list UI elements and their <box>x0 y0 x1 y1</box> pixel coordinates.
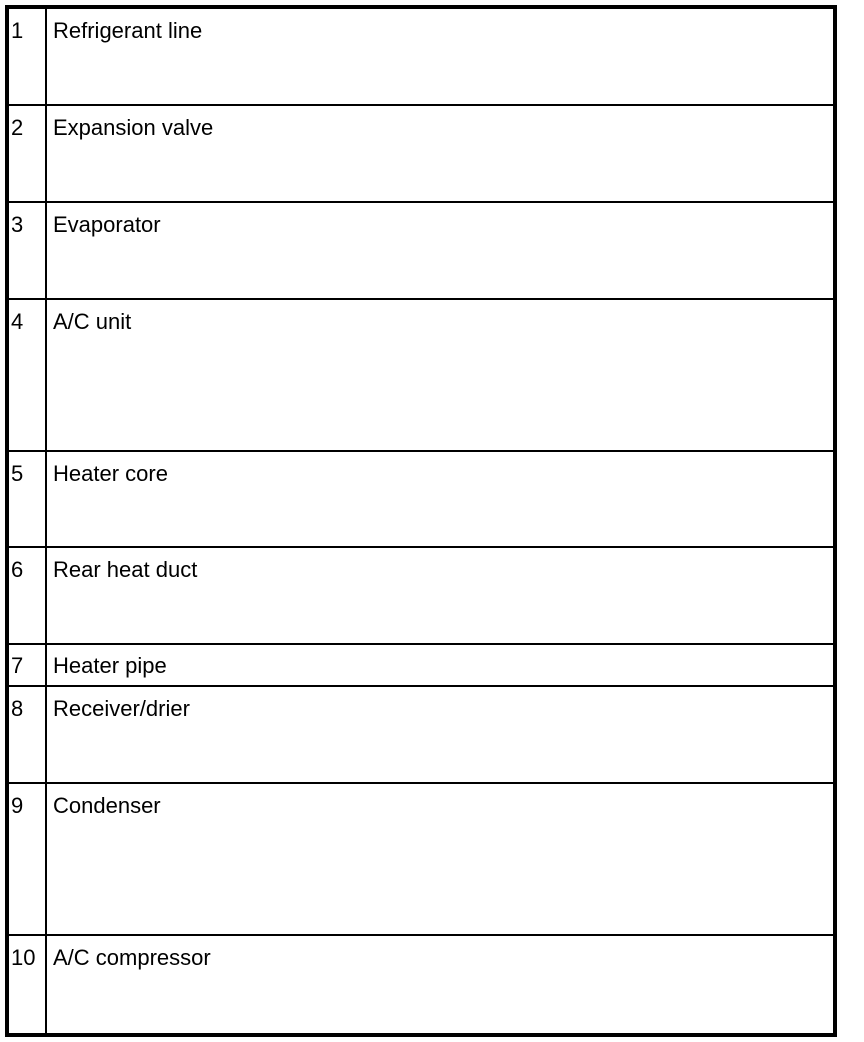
row-label: A/C compressor <box>53 945 211 971</box>
table-row <box>9 784 833 936</box>
table-row <box>9 300 833 452</box>
row-label: Evaporator <box>53 211 161 237</box>
row-number: 8 <box>9 687 47 782</box>
table-row <box>9 936 833 1033</box>
row-label: Heater pipe <box>53 653 167 679</box>
table-row <box>9 548 833 645</box>
row-label: A/C unit <box>53 308 132 334</box>
row-label: Refrigerant line <box>53 18 203 43</box>
table-row <box>9 645 833 687</box>
table-row <box>9 9 833 106</box>
row-label: Expansion valve <box>53 114 214 140</box>
row-number: 10 <box>9 936 47 1033</box>
table-row <box>9 687 833 784</box>
table-row <box>9 106 833 203</box>
table-row <box>9 452 833 549</box>
row-number: 2 <box>9 106 47 201</box>
row-label: Receiver/drier <box>53 696 190 722</box>
row-number: 4 <box>9 300 47 450</box>
row-number: 1 <box>9 9 47 104</box>
row-number: 7 <box>9 645 47 685</box>
row-label: Rear heat duct <box>53 557 198 583</box>
legend-table <box>5 5 837 1037</box>
row-number: 9 <box>9 784 47 934</box>
row-number: 6 <box>9 548 47 643</box>
row-number: 3 <box>9 203 47 298</box>
row-number: 5 <box>9 452 47 547</box>
row-label: Heater core <box>53 460 168 486</box>
table-row <box>9 203 833 300</box>
row-label: Condenser <box>53 793 161 819</box>
